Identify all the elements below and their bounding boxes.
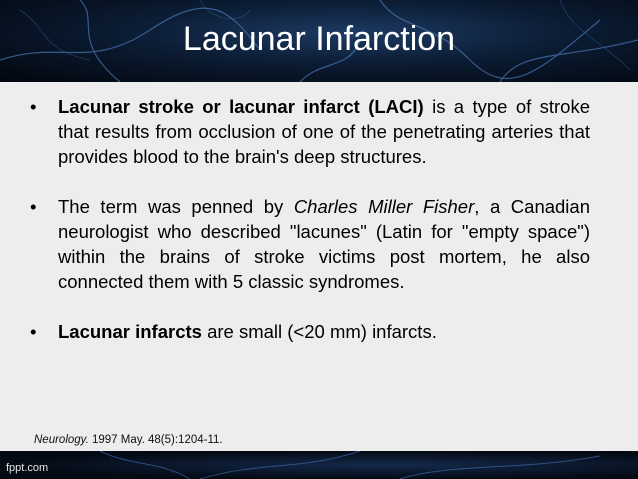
slide-title: Lacunar Infarction <box>182 20 456 58</box>
bullet-item <box>30 94 590 169</box>
bullet-item <box>30 194 590 294</box>
bullet-italic-text: Charles Miller Fisher <box>293 196 475 217</box>
bullet-text: , a Canadian neurologist who described "lacunes" (Latin for "empty space") within the brains of stroke victims post mortem, he also connected them with 5 classic syndromes. <box>58 196 591 292</box>
bullet-text: The term was penned by <box>58 196 294 217</box>
title-banner <box>0 0 638 82</box>
bullet-text: are small (<20 mm) infarcts. <box>201 321 437 342</box>
citation-journal: Neurology. <box>34 434 89 446</box>
bullet-bold-text: Lacunar infarcts <box>58 321 202 342</box>
bullet-list <box>30 94 590 369</box>
bullet-bold-text: Lacunar stroke or lacunar infarct (LACI) <box>58 96 424 117</box>
footer-banner <box>0 451 638 479</box>
citation-details: 1997 May. 48(5):1204-11. <box>88 434 223 446</box>
bullet-text: is a type of stroke that results from occlusion of one of the penetrating arteries that provides blood to the brain's deep structures. <box>58 96 590 167</box>
watermark-text: fppt.com <box>6 462 49 474</box>
vessel-background <box>0 451 638 479</box>
bullet-marker: • <box>30 96 37 117</box>
bullet-item <box>30 319 590 344</box>
bullet-marker: • <box>30 196 37 217</box>
slide-body <box>0 82 638 451</box>
bullet-marker: • <box>30 321 37 342</box>
citation <box>34 434 223 446</box>
